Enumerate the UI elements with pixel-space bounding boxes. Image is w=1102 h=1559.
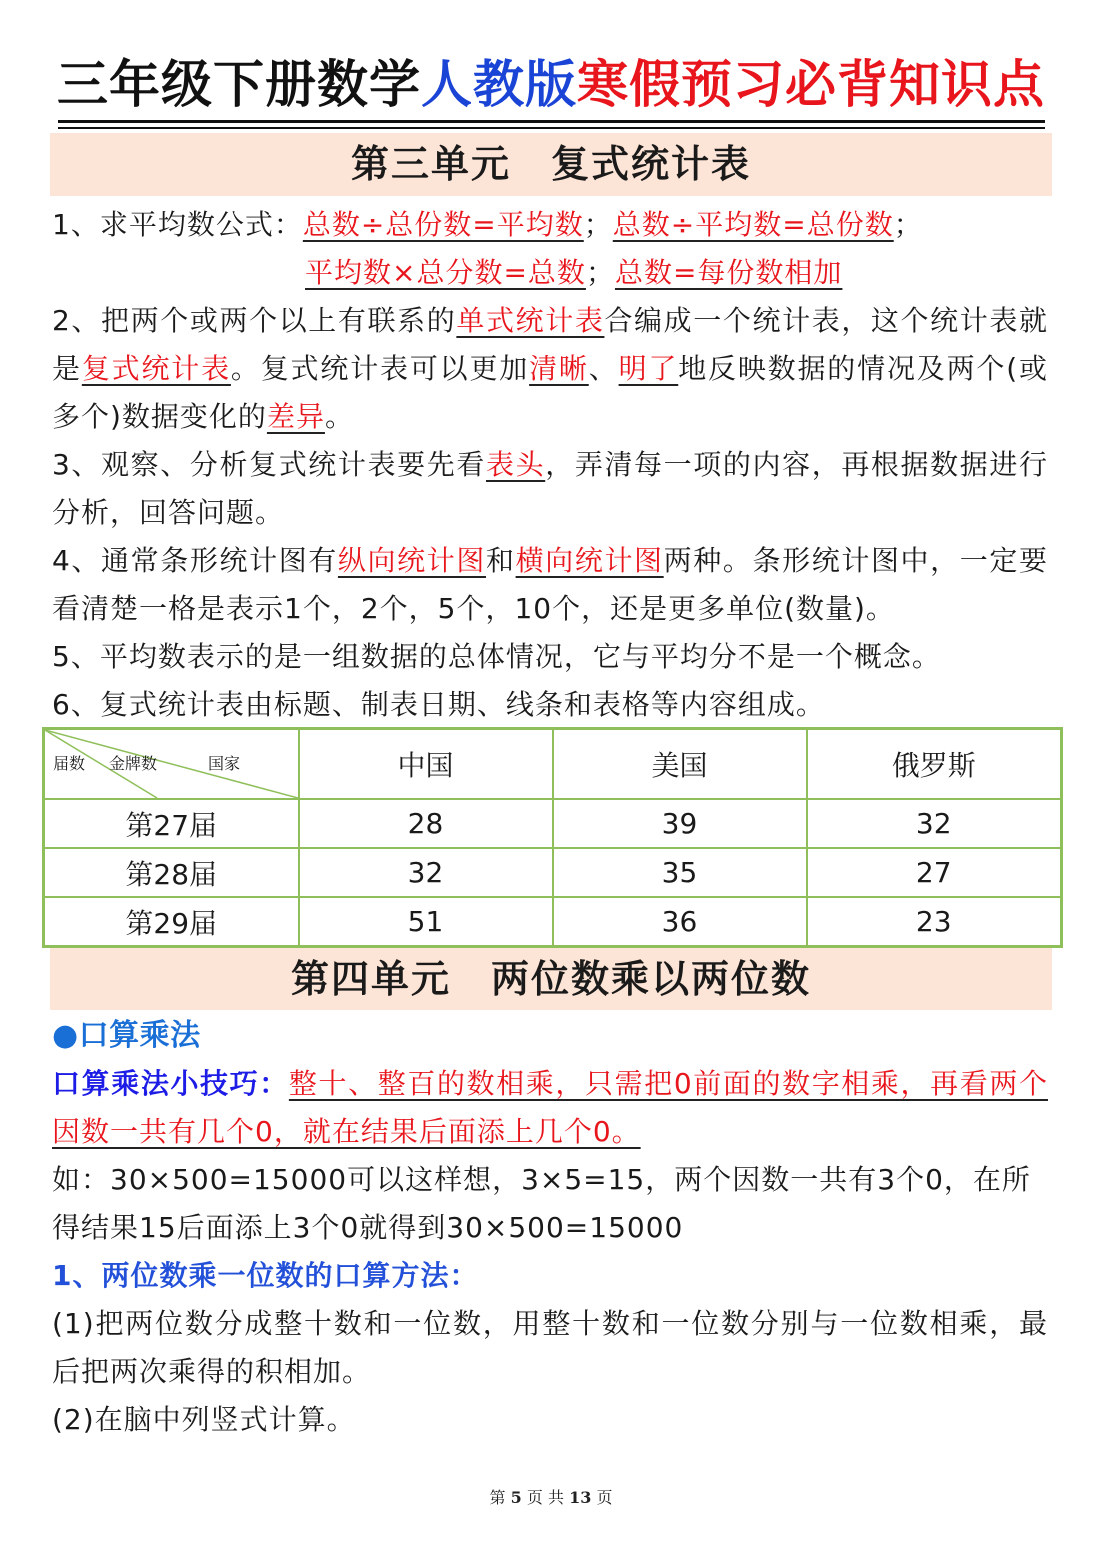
page-title <box>20 52 1082 120</box>
item1-lead: 1、求平均数公式： <box>52 208 303 241</box>
item1-line2 <box>52 249 1048 297</box>
tip-text: 因数一共有几个0，就在结果后面添上几个0。 <box>52 1115 641 1148</box>
item3-line1 <box>52 441 1048 489</box>
title-edition: 人教版 <box>420 56 577 115</box>
title-rule-thick <box>58 120 1045 123</box>
item3-text: 3、观察、分析复式统计表要先看 <box>52 448 486 481</box>
table-cell: 35 <box>553 848 807 897</box>
keyword-difference: 差异 <box>266 400 325 433</box>
item2-text: 多个)数据变化的 <box>52 400 267 433</box>
footer-page-number: 5 <box>510 1488 522 1507</box>
item6-line: 6、复式统计表由标题、制表日期、线条和表格等内容组成。 <box>52 688 825 721</box>
formula-total: 平均数×总分数=总数 <box>305 256 586 289</box>
separator: ； <box>583 208 613 241</box>
keyword-compound-table: 复式统计表 <box>81 352 231 385</box>
corner-value-label: 金牌数 <box>109 754 158 773</box>
item1-line1 <box>52 201 1048 249</box>
method1-heading: 1、两位数乘一位数的口算方法： <box>52 1259 479 1292</box>
item2-text: 2、把两个或两个以上有联系的 <box>52 304 457 337</box>
keyword-table-head: 表头 <box>485 448 546 481</box>
method1-step2: (2)在脑中列竖式计算。 <box>52 1403 356 1436</box>
item2-text: 、 <box>588 352 619 385</box>
formula-average: 总数÷总份数=平均数 <box>302 208 584 241</box>
example-line2: 得结果15后面添上3个0就得到30×500=15000 <box>52 1211 684 1244</box>
item3-text: 分析，回答问题。 <box>52 496 285 529</box>
table-cell: 51 <box>299 897 553 947</box>
item4-text: 和 <box>485 544 516 577</box>
keyword-horizontal-chart: 横向统计图 <box>515 544 664 577</box>
item2-text: 合编成一个统计表，这个统计表就 <box>604 304 1048 337</box>
item2-text: 地反映数据的情况及两个(或 <box>678 352 1048 385</box>
footer-text: 页 <box>596 1488 613 1507</box>
item2-text: 是 <box>52 352 82 385</box>
table-row <box>44 897 1062 947</box>
table-cell: 32 <box>299 848 553 897</box>
table-header-row <box>44 729 1062 800</box>
page-footer <box>0 1486 1102 1510</box>
table-col-header: 中国 <box>299 729 553 800</box>
table-cell: 32 <box>807 799 1062 848</box>
corner-row-label: 届数 <box>53 754 86 773</box>
item5-line: 5、平均数表示的是一组数据的总体情况，它与平均分不是一个概念。 <box>52 640 941 673</box>
table-cell: 28 <box>299 799 553 848</box>
title-topic: 寒假预习必背知识点 <box>577 56 1046 115</box>
keyword-vertical-chart: 纵向统计图 <box>337 544 486 577</box>
item2-line3 <box>52 393 1048 441</box>
table-cell: 23 <box>807 897 1062 947</box>
footer-total-pages: 13 <box>569 1488 592 1507</box>
footer-text: 页 共 <box>526 1488 564 1507</box>
corner-column-label: 国家 <box>208 754 241 773</box>
unit3-content <box>52 201 1048 729</box>
example-line1: 如：30×500=15000可以这样想，3×5=15，两个因数一共有3个0，在所 <box>52 1163 1031 1196</box>
method1-step1-line1: (1)把两位数分成整十数和一位数，用整十数和一位数分别与一位数相乘，最 <box>52 1307 1048 1340</box>
title-rule-thin <box>58 127 1045 129</box>
keyword-single-table: 单式统计表 <box>456 304 605 337</box>
item4-text: 两种。条形统计图中，一定要 <box>663 544 1048 577</box>
separator: ； <box>585 256 615 289</box>
item4-text: 看清楚一格是表示1个，2个，5个，10个，还是更多单位(数量)。 <box>52 592 895 625</box>
table-row <box>44 799 1062 848</box>
unit4-content <box>52 1012 1048 1444</box>
item4-line1 <box>52 537 1048 585</box>
table-row-label: 第27届 <box>44 799 299 848</box>
tip-line1 <box>52 1060 1048 1108</box>
keyword-obvious: 明了 <box>618 352 679 385</box>
medal-table <box>42 727 1063 948</box>
table-cell: 36 <box>553 897 807 947</box>
title-grade-subject: 三年级下册数学 <box>56 56 421 115</box>
table-corner-cell <box>44 729 299 800</box>
separator: ； <box>893 208 923 241</box>
item3-text: ，弄清每一项的内容，再根据数据进行 <box>545 448 1048 481</box>
tip-text: 整十、整百的数相乘，只需把0前面的数字相乘，再看两个 <box>288 1067 1048 1100</box>
item2-line1 <box>52 297 1048 345</box>
formula-sum: 总数=每份数相加 <box>614 256 843 289</box>
table-row <box>44 848 1062 897</box>
table-cell: 39 <box>553 799 807 848</box>
section-oral-multiplication: ●口算乘法 <box>52 1018 201 1053</box>
formula-total-parts: 总数÷平均数=总份数 <box>612 208 894 241</box>
item3-line2 <box>52 489 1048 537</box>
table-col-header: 俄罗斯 <box>807 729 1062 800</box>
item2-text: 。复式统计表可以更加 <box>230 352 530 385</box>
item4-text: 4、通常条形统计图有 <box>52 544 338 577</box>
item4-line2 <box>52 585 1048 633</box>
table-cell: 27 <box>807 848 1062 897</box>
tip-label: 口算乘法小技巧： <box>52 1067 289 1100</box>
corner-wrap <box>45 730 298 798</box>
table-col-header: 美国 <box>553 729 807 800</box>
tip-line2 <box>52 1108 1048 1156</box>
unit4-heading: 第四单元 两位数乘以两位数 <box>50 948 1052 1010</box>
item2-text: 。 <box>324 400 354 433</box>
unit3-heading: 第三单元 复式统计表 <box>50 133 1052 196</box>
keyword-clear: 清晰 <box>529 352 589 385</box>
footer-text: 第 <box>489 1488 506 1507</box>
method1-step1-line2: 后把两次乘得的积相加。 <box>52 1355 372 1388</box>
table-row-label: 第28届 <box>44 848 299 897</box>
table-row-label: 第29届 <box>44 897 299 947</box>
item2-line2 <box>52 345 1048 393</box>
